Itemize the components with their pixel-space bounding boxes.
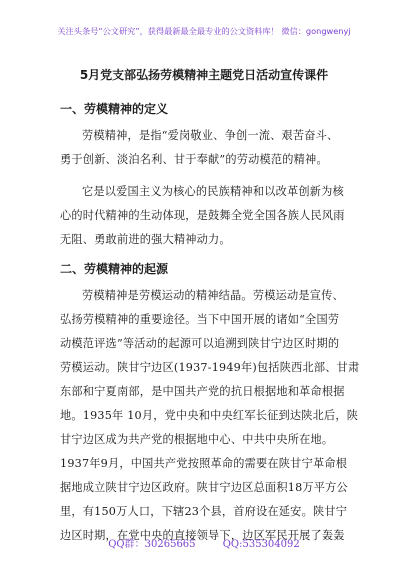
footer-qq-group: QQ群：30265665 [108,539,196,550]
paragraph-origin [60,284,360,548]
text-line: 边区时期，在党中央的直接领导下，边区军民开展了轰轰 [60,529,345,542]
text-line: 劳模精神是劳模运动的精神结晶。劳模运动是宣传、 [82,289,344,302]
text-line: 动模范评选”等活动的起源可以追溯到陕甘宁边区时期的 [60,337,340,350]
text-line: 地。1935年 10月，党中央和中央红军长征到达陕北后，陕 [60,409,359,422]
document-title: 5月党支部弘扬劳模精神主题党日活动宣传课件 [79,68,329,82]
text-line: 它是以爱国主义为核心的民族精神和以改革创新为核 [82,185,344,198]
text-line: 无阻、勇敢前进的强大精神动力。 [60,233,231,246]
text-line: 1937年9月，中国共产党按照革命的需要在陕甘宁革命根 [60,457,348,470]
text-line: 劳模精神，是指“爱岗敬业、争创一流、艰苦奋斗、 [82,129,339,142]
text-line: 勇于创新、淡泊名利、甘于奉献”的劳动模范的精神。 [60,153,328,166]
section-heading-origin: 二、劳模精神的起源 [60,262,169,276]
text-line: 东部和宁夏南部，是中国共产党的抗日根据地和革命根据 [60,385,345,398]
text-line: 甘宁边区成为共产党的根据地中心、中共中央所在地。 [60,433,334,446]
footer-qq-number: QQ:535304092 [222,539,300,550]
paragraph-definition-2 [60,180,350,252]
text-line: 据地成立陕甘宁边区政府。陕甘宁边区总面积18万平方公 [60,481,348,494]
paragraph-definition-1 [60,124,350,172]
footer-contact [0,535,408,550]
text-line: 里，有150万人口，下辖23个县，首府设在延安。陕甘宁 [60,505,348,518]
section-heading-definition: 一、劳模精神的定义 [60,102,169,116]
text-line: 劳模运动。陕甘宁边区(1937-1949年)包括陕西北部、甘肃 [60,361,360,374]
top-banner: 关注头条号“公文研究”，获得最新最全最专业的公文资料库！ 微信：gongwenyj [57,26,351,36]
text-line: 心的时代精神的生动体现，是鼓舞全党全国各族人民风雨 [60,209,345,222]
text-line: 弘扬劳模精神的重要途径。当下中国开展的诸如“全国劳 [60,313,340,326]
